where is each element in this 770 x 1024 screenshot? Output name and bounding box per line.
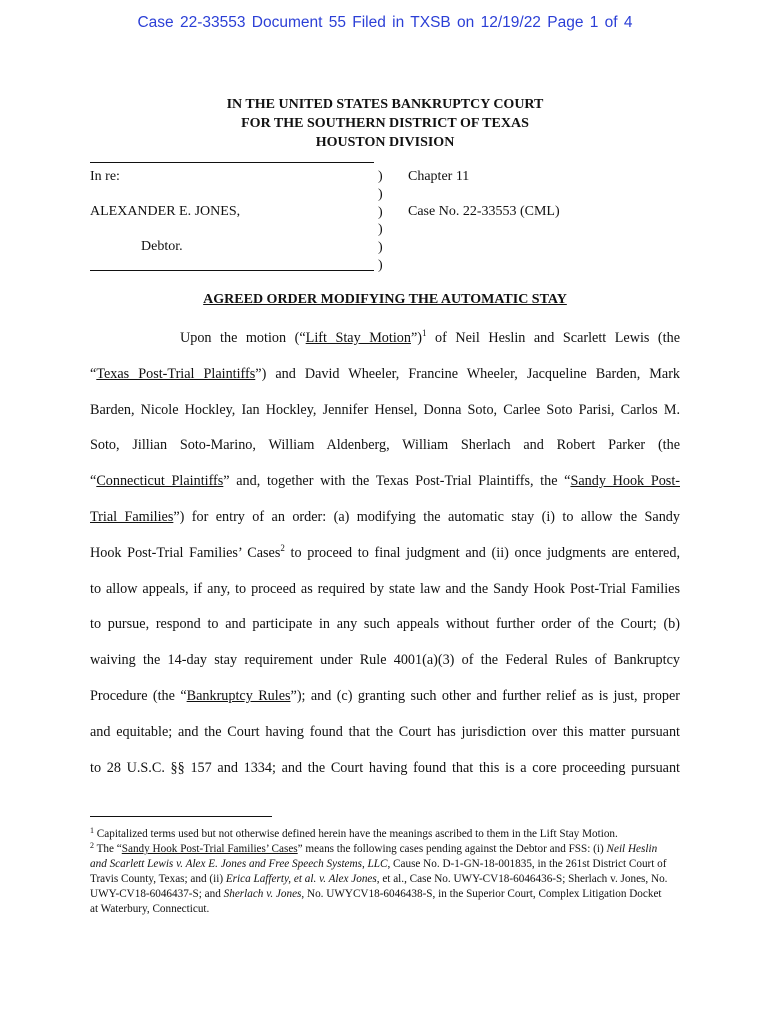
footnote-ref: 1 (422, 328, 427, 338)
defined-term: Connecticut Plaintiffs (96, 473, 224, 490)
case-citation: Neil Heslin and Scarlett Lewis v. Alex E. Jones and Free Speech Systems, LLC (90, 843, 658, 870)
defined-term: Trial Families (90, 508, 174, 525)
defined-term: Texas Post-Trial Plaintiffs (96, 365, 256, 382)
caption-debtor-name: ALEXANDER E. JONES, (90, 204, 241, 219)
defined-term: Lift Stay Motion (305, 330, 411, 346)
body-line: Barden, Nicole Hockley, Ian Hockley, Jennifer Hensel, Donna Soto, Carlee Soto Parisi, Carlos M. (90, 401, 680, 418)
body-line: Trial Families”) for entry of an order: (a) modifying the automatic stay (i) to allow the Sandy (90, 508, 680, 525)
footnote-separator (90, 816, 272, 817)
footnote-2: $^2$ The “Sandy Hook Post-Trial Families’ Cases” means the following cases pending against the Debtor and FSS: (i) Neil Heslin and Scarlett Lewis v. Alex E. Jones and Free Speech Systems, LLC, Cause No. D-1-GN-18-001835, in the 261st District Court of Travis County, Texas; and (ii) Erica Lafferty, et al. v. Alex Jones, et al., Case No. UWY-CV18-6046436-S; Sherlach v. Jones, No. UWY-CV18-6046437-S; and Sherlach v. Jones, No. UWYCV18-6046438-S, in the Superior Court, Complex Litigation Docket at Waterbury, Connecticut. (90, 841, 668, 915)
court-line-1: IN THE UNITED STATES BANKRUPTCY COURT (226, 97, 544, 112)
case-citation: Erica Lafferty, et al. v. Alex Jones (225, 873, 377, 885)
body-line: Hook Post-Trial Families’ Cases$^2$ to proceed to final judgment and (ii) once judgments are entered, (90, 542, 680, 561)
caption-parentheses: ) ) ) ) ) ) (378, 169, 383, 273)
caption-case-number: Case No. 22-33553 (CML) (408, 204, 560, 219)
body-line: Upon the motion (“Lift Stay Motion”)$^1$ of Neil Heslin and Scarlett Lewis (the (180, 328, 680, 346)
defined-term: Sandy Hook Post- (570, 473, 680, 490)
court-line-3: HOUSTON DIVISION (315, 135, 455, 150)
body-line: Soto, Jillian Soto-Marino, William Aldenberg, William Sherlach and Robert Parker (the (90, 437, 680, 454)
body-line: and equitable; and the Court having found that the Court has jurisdiction over this matter pursuant (90, 723, 680, 740)
order-title: AGREED ORDER MODIFYING THE AUTOMATIC STAY (203, 292, 567, 307)
caption-debtor-label: Debtor. (141, 239, 183, 254)
court-line-2: FOR THE SOUTHERN DISTRICT OF TEXAS (241, 116, 529, 131)
order-body (90, 321, 680, 786)
defined-term: Bankruptcy Rules (186, 687, 291, 704)
body-line: to pursue, respond to and participate in any such appeals without further order of the Court; (b) (90, 616, 680, 633)
caption-top-rule (90, 162, 374, 163)
footnote-1: $^1$ Capitalized terms used but not otherwise defined herein have the meanings ascribed to them in the Lift Stay Motion. (90, 826, 618, 840)
case-citation: Sherlach v. Jones (223, 888, 302, 900)
filing-header-stamp: Case 22-33553 Document 55 Filed in TXSB on 12/19/22 Page 1 of 4 (137, 14, 633, 31)
body-line: Procedure (the “Bankruptcy Rules”); and (c) granting such other and further relief as is just, proper (90, 687, 680, 704)
defined-term: Sandy Hook Post-Trial Families’ Cases (121, 843, 298, 855)
caption-in-re: In re: (90, 169, 120, 184)
caption-chapter: Chapter 11 (408, 169, 470, 184)
footnotes (90, 827, 670, 917)
body-line: to allow appeals, if any, to proceed as required by state law and the Sandy Hook Post-Trial Families (90, 580, 680, 597)
body-line: “Texas Post-Trial Plaintiffs”) and David Wheeler, Francine Wheeler, Jacqueline Barden, Mark (90, 365, 681, 382)
body-line: “Connecticut Plaintiffs” and, together with the Texas Post-Trial Plaintiffs, the “Sandy Hook Post- (90, 473, 680, 490)
body-line: to 28 U.S.C. §§ 157 and 1334; and the Court having found that this is a core proceeding pursuant (90, 759, 680, 776)
footnote-ref: 2 (280, 542, 285, 553)
caption-bottom-rule (90, 270, 374, 271)
court-heading (0, 95, 770, 152)
body-line: waiving the 14-day stay requirement under Rule 4001(a)(3) of the Federal Rules of Bankruptcy (90, 652, 680, 669)
